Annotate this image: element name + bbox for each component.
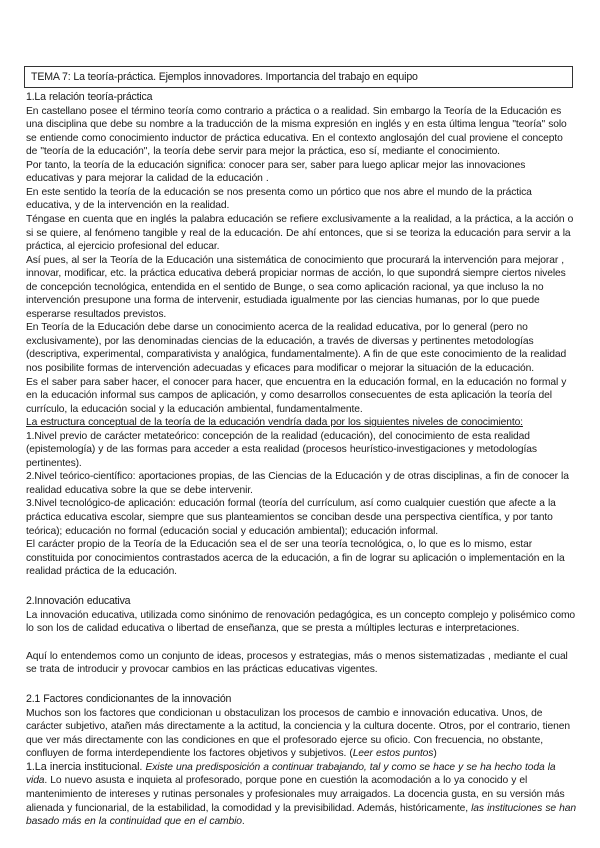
intro-close: ) (433, 748, 437, 760)
paragraph: Por tanto, la teoría de la educación significa: conocer para ser, saber para luego aplicar mejor las innovaciones educativas y para mejorar la calidad de la educación . (26, 159, 526, 185)
section-heading-1: 1.La relación teoría-práctica (26, 91, 153, 103)
paragraph: En este sentido la teoría de la educación se nos presenta como un pórtico que nos abre el mundo de la práctica educativa, y de la intervención en la realidad. (26, 186, 532, 212)
document-page (26, 66, 576, 829)
factor-item-1 (26, 761, 576, 829)
factor-italic: las instituciones se han basado más en la continuidad que en el cambio (26, 802, 576, 828)
level-item: 2.Nivel teórico-científico: aportaciones propias, de las Ciencias de la Educación y de otras disciplinas, a fin de conocer la realidad educativa sobre la que se debe intervenir. (26, 471, 569, 496)
spacer (26, 579, 576, 593)
paragraph: Téngase en cuenta que en inglés la palabra educación se refiere exclusivamente a la realidad, a la práctica, a la acción o si se quiere, al fenómeno tangible y real de la educación. De ahí entonces, que si se teoriza la educación para servir a la práctica, al ejercicio profesional del educar. (26, 213, 574, 253)
intro-text: Muchos son los factores que condicionan u obstaculizan los procesos de cambio e innovación educativa. Unos, de carácter subjetivo, atañen más directamente a la actitud, la conciencia y la cultura docente. Otros, por el contrario, tienen que ver más directamente con las condiciones en que el profesorado ejerce su oficio. Con frecuencia, no obstante, confluyen de forma interdependiente los factores objetivos y subjetivos. ( (26, 707, 570, 760)
spacer (26, 677, 576, 691)
structure-intro: La estructura conceptual de la teoría de la educación vendría dada por los siguientes niveles de conocimiento: (26, 417, 523, 429)
spacer (26, 636, 576, 650)
paragraph: La innovación educativa, utilizada como sinónimo de renovación pedagógica, es un concepto complejo y polisémico como lo son los de calidad educativa o libertad de enseñanza, que se presta a múltiples lecturas e interpretaciones. (26, 609, 576, 635)
level-item: 1.Nivel previo de carácter metateórico: concepción de la realidad (educación), del conocimiento de esta realidad (epistemología) y de las formas para acceder a esta realidad (procesos heurístico-investigaciones y metodologías pertinentes). (26, 430, 537, 469)
paragraph: Es el saber para saber hacer, el conocer para hacer, que encuentra en la educación formal, en la educación no formal y en la educación informal sus campos de aplicación, y como desarrollos consecuentes de esta aplicación la teoría del currículo, la educación social y la educación ambiental, fundamentalmente. (26, 376, 567, 415)
section-heading-2-1: 2.1 Factores condicionantes de la innovación (26, 693, 232, 706)
paragraph: En Teoría de la Educación debe darse un conocimiento acerca de la realidad educativa, por lo general (pero no exclusivamente), por las denominadas ciencias de la educación, a través de diversas y pertinentes metodologías (descriptiva, experimental, comparativista y analógica, fundamentalmente). A fin de que este conocimiento de la realidad nos posibilite formas de intervención adecuadas y eficaces para modificar o mejorar la situación de la educación. (26, 322, 567, 374)
paragraph: En castellano posee el término teoría como contrario a práctica o a realidad. Sin embargo la Teoría de la Educación es una disciplina que debe su nombre a la traducción de la misma expresión en inglés y en esta última lengua "teoría" solo se entiende como conocimiento inductor de práctica educativa. En el contexto anglosajón del cual proviene el concepto de "teoría de la educación", la teoría debe servir para mejor la práctica, eso sí, mediante el conocimiento. (26, 105, 567, 158)
factor-label: 1.La inercia institucional. (26, 760, 143, 773)
document-title: TEMA 7: La teoría-práctica. Ejemplos innovadores. Importancia del trabajo en equipo (24, 66, 573, 88)
factor-text: . (241, 816, 245, 828)
paragraph: El carácter propio de la Teoría de la Educación sea el de ser una teoría tecnológica, o, lo que es lo mismo, estar constituida por conocimientos contrastados acerca de la educación, a fin de lograr su aplicación o implementación en la realidad práctica de la educación. (26, 539, 565, 578)
factor-text: . Lo nuevo asusta e inquieta al profesorado, porque pone en cuestión la acomodación a lo ya conocido y el mantenimiento de intereses y rutinas personales y profesionales muy arraigados. La docencia gusta, en su versión más alienada y funcionarial, de la estabilidad, la comodidad y la previsibilidad. Además, históricamente, (26, 775, 565, 814)
paragraph: Así pues, al ser la Teoría de la Educación una sistemática de conocimiento que procurará la intervención para mejorar , innovar, modificar, etc. la práctica educativa deberá propiciar normas de acción, lo que supondrá siempre ciertos niveles de concepción tecnológica, entendida en el sentido de Bunge, o sea como aplicación racional, ya que incluso la no intervención presupone una forma de intervenir, estudiada igualmente por las ciencias humanas, por lo que puede esperarse resultados previstos. (26, 254, 566, 320)
factor-italic: Existe una predisposición a continuar trabajando, tal y como se hace y se ha hecho toda la vida (26, 761, 556, 787)
intro-note: Leer estos puntos (352, 748, 434, 760)
paragraph (26, 707, 576, 761)
section-heading-2: 2.Innovación educativa (26, 595, 131, 608)
paragraph: Aquí lo entendemos como un conjunto de ideas, procesos y estrategias, más o menos sistematizadas , mediante el cual se trata de introducir y provocar cambios en las prácticas educativas vigentes. (26, 650, 568, 676)
level-item: 3.Nivel tecnológico-de aplicación: educación formal (teoría del currículum, así como cualquier cuestión que afecte a la práctica educativa escolar, siempre que sus planteamientos se conciban desde una perspectiva científica, y por tanto teórica); educación no formal (educación social y educación ambiental); educación informal. (26, 498, 556, 537)
